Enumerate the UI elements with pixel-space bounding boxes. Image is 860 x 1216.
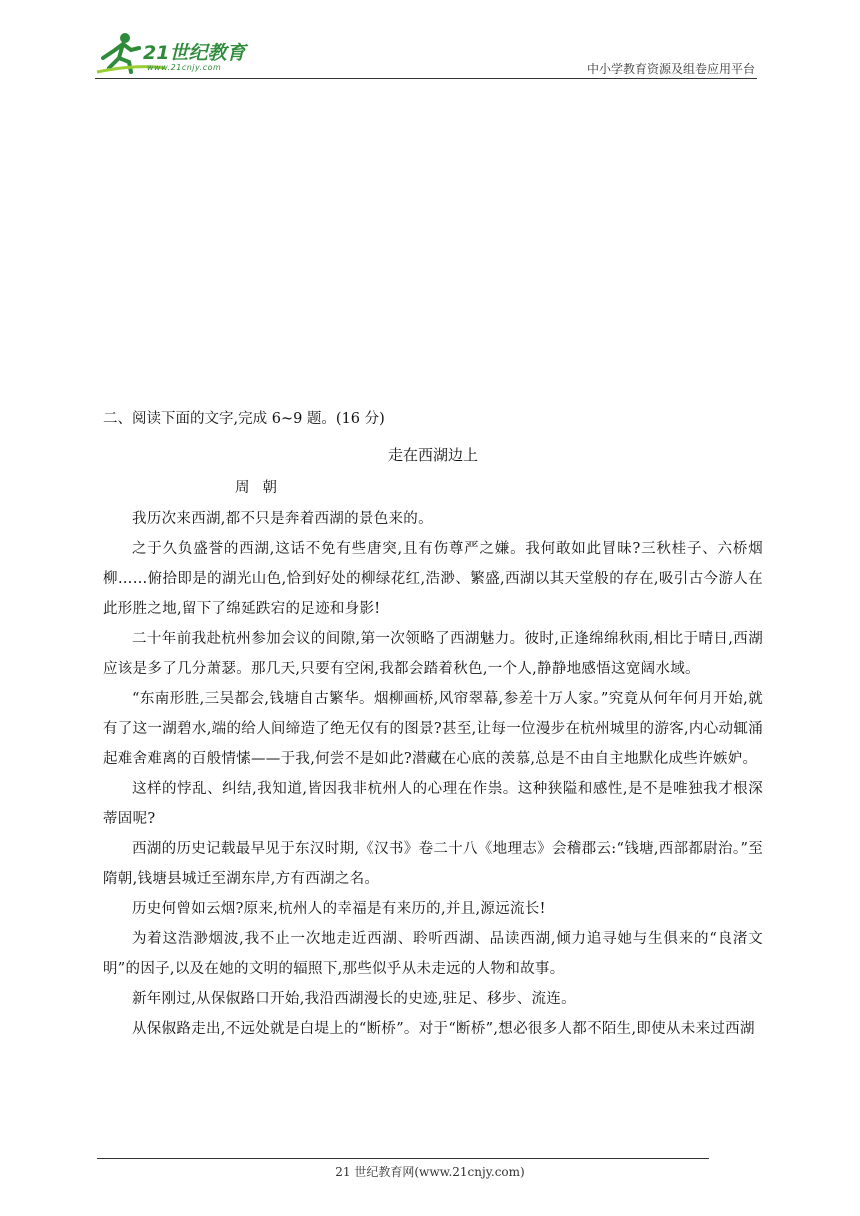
footer-divider — [97, 1158, 709, 1159]
article-author: 周朝 — [235, 480, 291, 496]
paragraph: 这样的悖乱、纠结,我知道,皆因我非杭州人的心理在作祟。这种狭隘和感性,是不是唯独我才根深蒂固呢? — [103, 781, 763, 827]
logo[interactable] — [95, 28, 265, 78]
logo-text: 21世纪教育 — [143, 42, 246, 64]
paragraph: 为着这浩渺烟波,我不止一次地走近西湖、聆听西湖、品读西湖,倾力追寻她与生俱来的“良渚文明”的因子,以及在她的文明的辐照下,那些似乎从未走远的人物和故事。 — [103, 931, 763, 977]
platform-tagline: 中小学教育资源及组卷应用平台 — [586, 62, 755, 76]
document-body — [103, 404, 763, 1044]
logo-url: www.21cnjy.com — [147, 63, 222, 72]
header-divider — [95, 78, 757, 79]
article-title: 走在西湖边上 — [387, 446, 478, 464]
paragraph: 之于久负盛誉的西湖,这话不免有些唐突,且有伤尊严之嫌。我何敢如此冒昧?三秋桂子、六桥烟柳……俯拾即是的湖光山色,恰到好处的柳绿花红,浩渺、繁盛,西湖以其天堂般的存在,吸引古今游人在此形胜之地,留下了绵延跌宕的足迹和身影! — [103, 541, 763, 617]
paragraph: 新年刚过,从保俶路口开始,我沿西湖漫长的史迹,驻足、移步、流连。 — [132, 991, 576, 1007]
footer-text[interactable]: 21 世纪教育网(www.21cnjy.com) — [335, 1165, 525, 1179]
paragraph: “东南形胜,三吴都会,钱塘自古繁华。烟柳画桥,风帘翠幕,参差十万人家。”究竟从何年何月开始,就有了这一湖碧水,端的给人间缔造了绝无仅有的图景?甚至,让每一位漫步在杭州城里的游客,内心动辄涌起难舍难离的百般情愫——于我,何尝不是如此?潜藏在心底的羡慕,总是不由自主地默化成些许嫉妒。 — [103, 691, 763, 767]
section-heading: 二、阅读下面的文字,完成 6~9 题。(16 分) — [103, 411, 385, 427]
paragraph: 我历次来西湖,都不只是奔着西湖的景色来的。 — [132, 511, 433, 527]
paragraph: 历史何曾如云烟?原来,杭州人的幸福是有来历的,并且,源远流长! — [132, 901, 546, 917]
paragraph: 西湖的历史记载最早见于东汉时期,《汉书》卷二十八《地理志》会稽郡云:“钱塘,西部都尉治。”至隋朝,钱塘县城迁至湖东岸,方有西湖之名。 — [103, 841, 763, 887]
paragraph: 二十年前我赴杭州参加会议的间隙,第一次领略了西湖魅力。彼时,正逢绵绵秋雨,相比于晴日,西湖应该是多了几分萧瑟。那几天,只要有空闲,我都会踏着秋色,一个人,静静地感悟这宽阔水域。 — [103, 631, 763, 677]
paragraph: 从保俶路走出,不远处就是白堤上的“断桥”。对于“断桥”,想必很多人都不陌生,即使从未来过西湖 — [132, 1021, 755, 1037]
page-header — [95, 28, 755, 78]
